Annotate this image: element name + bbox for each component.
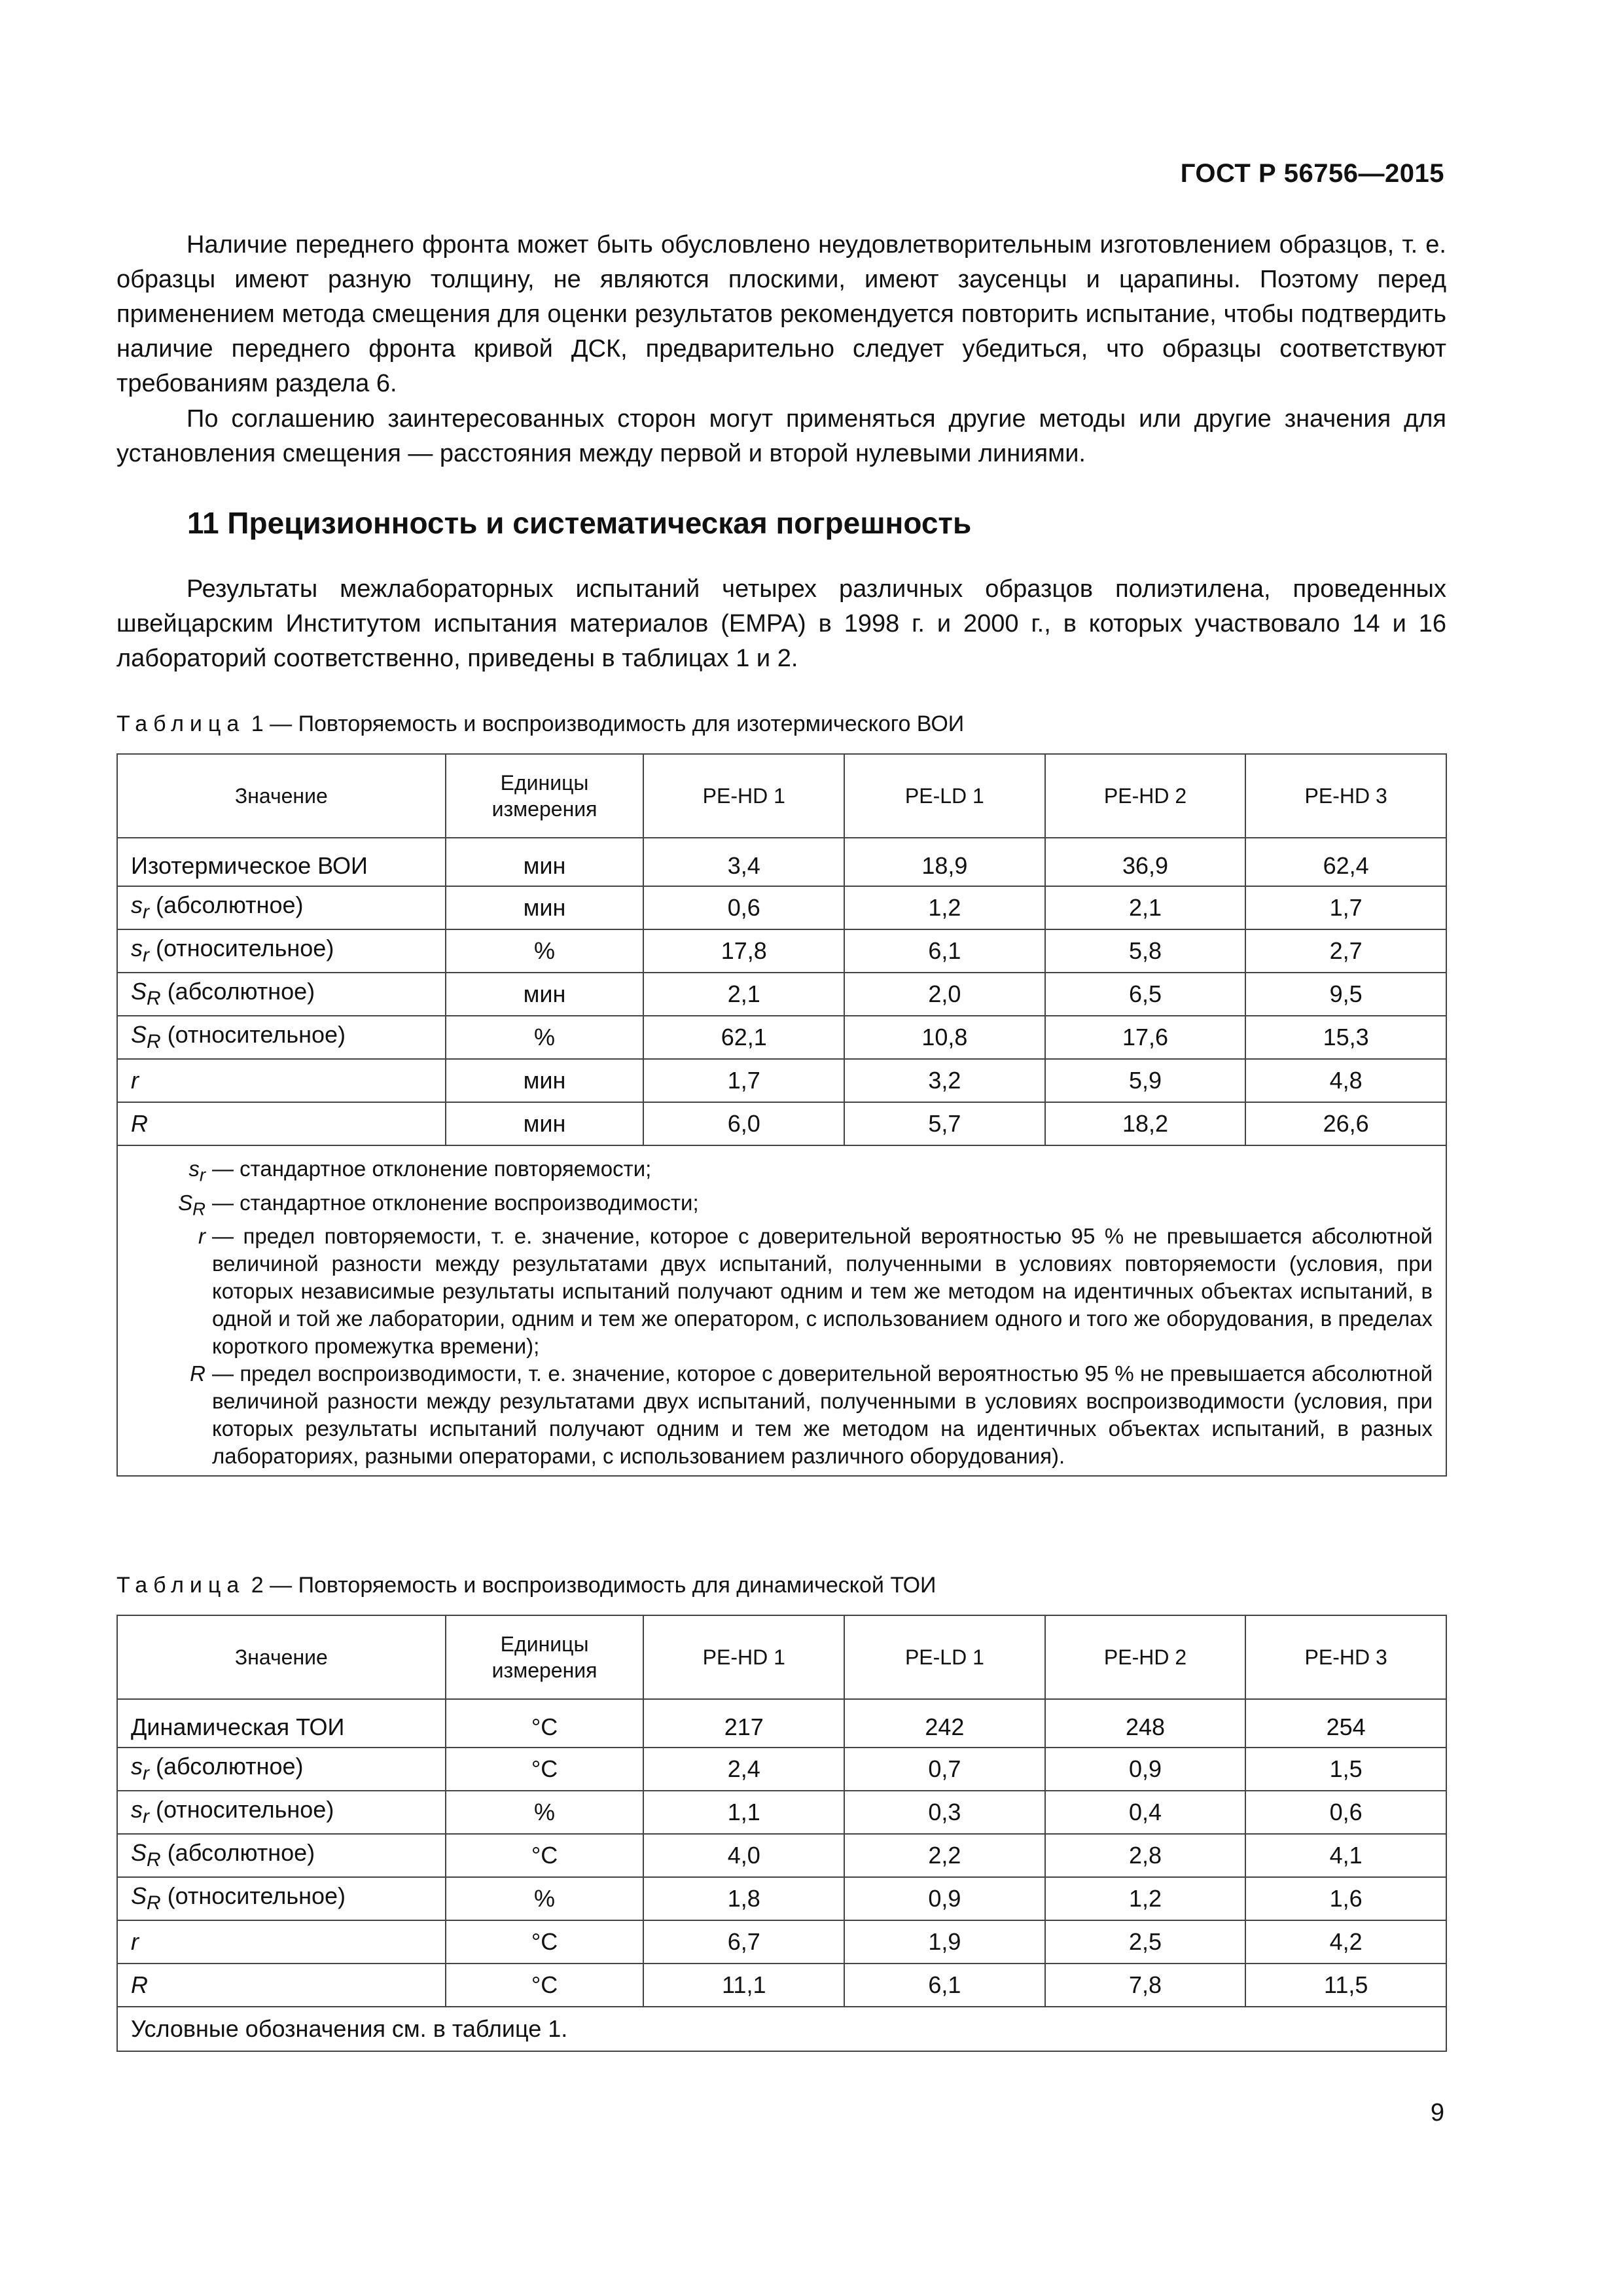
value-cell: 2,4 — [643, 1748, 844, 1791]
value-cell: 1,6 — [1245, 1877, 1446, 1920]
table2-caption — [116, 1573, 936, 1598]
row-label-suffix: (абсолютное) — [160, 978, 315, 1005]
header-col-1: PE-HD 1 — [643, 754, 844, 838]
header-col-2: PE-LD 1 — [844, 1615, 1045, 1699]
row-label — [117, 1016, 446, 1059]
symbol: S — [131, 978, 147, 1005]
symbol: s — [131, 891, 143, 919]
value-cell: 7,8 — [1045, 1964, 1246, 2007]
table2-footnote: Условные обозначения см. в таблице 1. — [117, 2007, 1446, 2051]
value-cell: 17,6 — [1045, 1016, 1246, 1059]
header-col-4: PE-HD 3 — [1245, 754, 1446, 838]
table1-header-row — [117, 754, 1446, 838]
value-cell: 2,7 — [1245, 929, 1446, 973]
table2 — [116, 1615, 1447, 2052]
intro-paragraph-2: По соглашению заинтересованных сторон могут применяться другие методы или другие значения для установления смещения — расстояния между первой и второй нулевыми линиями. — [116, 405, 1446, 467]
symbol: S — [131, 1839, 147, 1867]
value-cell: 0,4 — [1045, 1791, 1246, 1834]
value-cell: 6,1 — [844, 1964, 1045, 2007]
value-cell: 2,5 — [1045, 1920, 1246, 1964]
table-row — [117, 1748, 1446, 1791]
note-symbol — [131, 1360, 205, 1470]
value-cell: 1,5 — [1245, 1748, 1446, 1791]
symbol: r — [131, 1928, 139, 1955]
symbol-subscript: r — [143, 901, 149, 924]
value-cell: 1,8 — [643, 1877, 844, 1920]
value-cell: 1,9 — [844, 1920, 1045, 1964]
row-label — [117, 973, 446, 1016]
unit-cell: % — [446, 1016, 644, 1059]
note-symbol — [131, 1155, 205, 1189]
note-text: — предел повторяемости, т. е. значение, которое с доверительной вероятностью 95 % не превышается абсолютной величиной разности между результатами двух испытаний, полученными в условиях повторяемости (условия, при которых независимые результаты испытаний получают одним и тем же методом на идентичных объектах испытаний, в одной и той же лаборатории, одним и тем же оператором, с использованием одного и того же оборудования, в пределах короткого промежутка времени); — [212, 1224, 1433, 1359]
value-cell: 15,3 — [1245, 1016, 1446, 1059]
value-cell: 26,6 — [1245, 1102, 1446, 1145]
unit-cell: °С — [446, 1834, 644, 1877]
row-label — [117, 929, 446, 973]
note-item — [131, 1223, 1433, 1360]
value-cell: 4,8 — [1245, 1059, 1446, 1102]
symbol: s — [131, 1753, 143, 1780]
table2-header-row — [117, 1615, 1446, 1699]
row-label-suffix: (относительное) — [160, 1882, 346, 1910]
symbol: r — [198, 1224, 205, 1249]
unit-cell: мин — [446, 886, 644, 929]
value-cell: 11,5 — [1245, 1964, 1446, 2007]
value-cell: 10,8 — [844, 1016, 1045, 1059]
note-text: — стандартное отклонение повторяемости; — [212, 1157, 652, 1181]
value-cell: 4,1 — [1245, 1834, 1446, 1877]
row-label: Изотермическое ВОИ — [117, 838, 446, 886]
table1-caption — [116, 711, 964, 737]
value-cell: 0,7 — [844, 1748, 1045, 1791]
note-symbol — [131, 1189, 205, 1223]
symbol: r — [131, 1067, 139, 1094]
note-item — [131, 1155, 1433, 1189]
value-cell: 62,1 — [643, 1016, 844, 1059]
symbol: s — [188, 1157, 200, 1181]
symbol: S — [131, 1021, 147, 1049]
value-cell: 2,2 — [844, 1834, 1045, 1877]
table2-body — [117, 1699, 1446, 2007]
table2-caption-text: 2 — Повторяемость и воспроизводимость для динамической ТОИ — [251, 1573, 936, 1598]
value-cell: 0,3 — [844, 1791, 1045, 1834]
row-label — [117, 1920, 446, 1964]
unit-cell: мин — [446, 1102, 644, 1145]
value-cell: 2,1 — [643, 973, 844, 1016]
value-cell: 62,4 — [1245, 838, 1446, 886]
value-cell: 3,2 — [844, 1059, 1045, 1102]
header-col-4: PE-HD 3 — [1245, 1615, 1446, 1699]
value-cell: 18,2 — [1045, 1102, 1246, 1145]
row-label-suffix: (абсолютное) — [149, 1753, 304, 1780]
value-cell: 17,8 — [643, 929, 844, 973]
table1-body — [117, 838, 1446, 1145]
unit-cell: % — [446, 1791, 644, 1834]
value-cell: 4,0 — [643, 1834, 844, 1877]
value-cell: 6,7 — [643, 1920, 844, 1964]
row-label: Динамическая ТОИ — [117, 1699, 446, 1748]
unit-cell: °С — [446, 1964, 644, 2007]
table-row — [117, 838, 1446, 886]
header-col-3: PE-HD 2 — [1045, 1615, 1246, 1699]
unit-cell: % — [446, 1877, 644, 1920]
value-cell: 2,8 — [1045, 1834, 1246, 1877]
value-cell: 6,0 — [643, 1102, 844, 1145]
header-value: Значение — [117, 1615, 446, 1699]
value-cell: 6,5 — [1045, 973, 1246, 1016]
table-row — [117, 1699, 1446, 1748]
section-paragraph: Результаты межлабораторных испытаний четырех различных образцов полиэтилена, проведенных швейцарским Институтом испытания материалов (ЕМРА) в 1998 г. и 2000 г., в которых участвовало 14 и 16 лабораторий соответственно, приведены в таблицах 1 и 2. — [116, 575, 1446, 672]
symbol: R — [190, 1361, 205, 1386]
unit-cell: мин — [446, 1059, 644, 1102]
value-cell: 242 — [844, 1699, 1045, 1748]
value-cell: 3,4 — [643, 838, 844, 886]
symbol-subscript: R — [192, 1198, 205, 1219]
header-col-2: PE-LD 1 — [844, 754, 1045, 838]
symbol-subscript: r — [143, 1806, 149, 1828]
value-cell: 9,5 — [1245, 973, 1446, 1016]
value-cell: 1,7 — [643, 1059, 844, 1102]
symbol-subscript: r — [199, 1164, 205, 1185]
value-cell: 248 — [1045, 1699, 1246, 1748]
row-label-suffix: (относительное) — [149, 1796, 334, 1823]
table1-notes — [117, 1145, 1446, 1476]
table1-caption-text: 1 — Повторяемость и воспроизводимость для изотермического ВОИ — [251, 711, 965, 736]
table-row — [117, 1920, 1446, 1964]
symbol-subscript: R — [147, 1892, 161, 1914]
table-row — [117, 1964, 1446, 2007]
symbol: S — [178, 1190, 193, 1215]
symbol: s — [131, 935, 143, 962]
header-units: Единицы измерения — [446, 1615, 644, 1699]
header-col-1: PE-HD 1 — [643, 1615, 844, 1699]
note-item — [131, 1360, 1433, 1470]
row-label — [117, 886, 446, 929]
symbol-subscript: R — [147, 1849, 161, 1871]
header-value: Значение — [117, 754, 446, 838]
unit-cell: % — [446, 929, 644, 973]
table-row — [117, 886, 1446, 929]
row-label-suffix: (относительное) — [149, 935, 334, 962]
unit-cell: мин — [446, 838, 644, 886]
document-header: ГОСТ Р 56756—2015 — [1180, 159, 1444, 188]
note-item — [131, 1189, 1433, 1223]
value-cell: 1,2 — [844, 886, 1045, 929]
intro-paragraph-1: Наличие переднего фронта может быть обусловлено неудовлетворительным изготовлением образцов, т. е. образцы имеют разную толщину, не являются плоскими, имеют заусенцы и царапины. Поэтому перед применением метода смещения для оценки результатов рекомендуется повторить испытание, чтобы подтвердить наличие переднего фронта кривой ДСК, предварительно следует убедиться, что образцы соответствуют требованиям раздела 6. — [116, 231, 1446, 397]
symbol-subscript: R — [147, 988, 161, 1010]
value-cell: 0,6 — [643, 886, 844, 929]
value-cell: 5,7 — [844, 1102, 1045, 1145]
symbol: R — [131, 1110, 148, 1137]
value-cell: 0,9 — [1045, 1748, 1246, 1791]
table-row — [117, 1102, 1446, 1145]
table1-caption-label: Таблица — [116, 711, 245, 736]
value-cell: 18,9 — [844, 838, 1045, 886]
header-units: Единицы измерения — [446, 754, 644, 838]
value-cell: 5,9 — [1045, 1059, 1246, 1102]
value-cell: 1,1 — [643, 1791, 844, 1834]
note-symbol — [131, 1223, 205, 1360]
symbol-subscript: R — [147, 1031, 161, 1053]
value-cell: 11,1 — [643, 1964, 844, 2007]
unit-cell: мин — [446, 973, 644, 1016]
note-text: — предел воспроизводимости, т. е. значение, которое с доверительной вероятностью 95 % не превышается абсолютной величиной разности между результатами двух испытаний, полученными в условиях воспроизводимости (условия, при которых результаты испытаний получают одним и тем же методом на идентичных объектах испытаний, в разных лабораториях, разными операторами, с использованием различного оборудования). — [212, 1361, 1433, 1469]
section-title: 11 Прецизионность и систематическая погрешность — [187, 506, 972, 540]
value-cell: 36,9 — [1045, 838, 1246, 886]
row-label-suffix: (абсолютное) — [149, 891, 304, 919]
table1 — [116, 753, 1447, 1477]
value-cell: 2,0 — [844, 973, 1045, 1016]
row-label — [117, 1102, 446, 1145]
symbol-subscript: r — [143, 1763, 149, 1785]
value-cell: 0,6 — [1245, 1791, 1446, 1834]
header-col-3: PE-HD 2 — [1045, 754, 1246, 838]
table2-caption-label: Таблица — [116, 1573, 245, 1598]
table-row — [117, 1877, 1446, 1920]
table-row — [117, 973, 1446, 1016]
symbol: s — [131, 1796, 143, 1823]
unit-cell: °С — [446, 1748, 644, 1791]
table1-notes-row — [117, 1145, 1446, 1476]
row-label-suffix: (абсолютное) — [160, 1839, 315, 1867]
row-label — [117, 1877, 446, 1920]
unit-cell: °С — [446, 1699, 644, 1748]
note-text: — стандартное отклонение воспроизводимости; — [212, 1190, 699, 1215]
value-cell: 1,7 — [1245, 886, 1446, 929]
symbol-subscript: r — [143, 944, 149, 967]
value-cell: 5,8 — [1045, 929, 1246, 973]
table-row — [117, 929, 1446, 973]
row-label — [117, 1059, 446, 1102]
value-cell: 1,2 — [1045, 1877, 1246, 1920]
symbol: S — [131, 1882, 147, 1910]
table-row — [117, 1791, 1446, 1834]
table-row — [117, 1059, 1446, 1102]
symbol: R — [131, 1971, 148, 1998]
unit-cell: °С — [446, 1920, 644, 1964]
value-cell: 4,2 — [1245, 1920, 1446, 1964]
row-label — [117, 1964, 446, 2007]
table-row — [117, 1834, 1446, 1877]
table-row — [117, 1016, 1446, 1059]
value-cell: 217 — [643, 1699, 844, 1748]
table2-footnote-row — [117, 2007, 1446, 2051]
row-label — [117, 1748, 446, 1791]
value-cell: 2,1 — [1045, 886, 1246, 929]
value-cell: 6,1 — [844, 929, 1045, 973]
row-label-suffix: (относительное) — [160, 1021, 346, 1049]
value-cell: 254 — [1245, 1699, 1446, 1748]
row-label — [117, 1791, 446, 1834]
page-number: 9 — [1430, 2099, 1444, 2126]
value-cell: 0,9 — [844, 1877, 1045, 1920]
row-label — [117, 1834, 446, 1877]
